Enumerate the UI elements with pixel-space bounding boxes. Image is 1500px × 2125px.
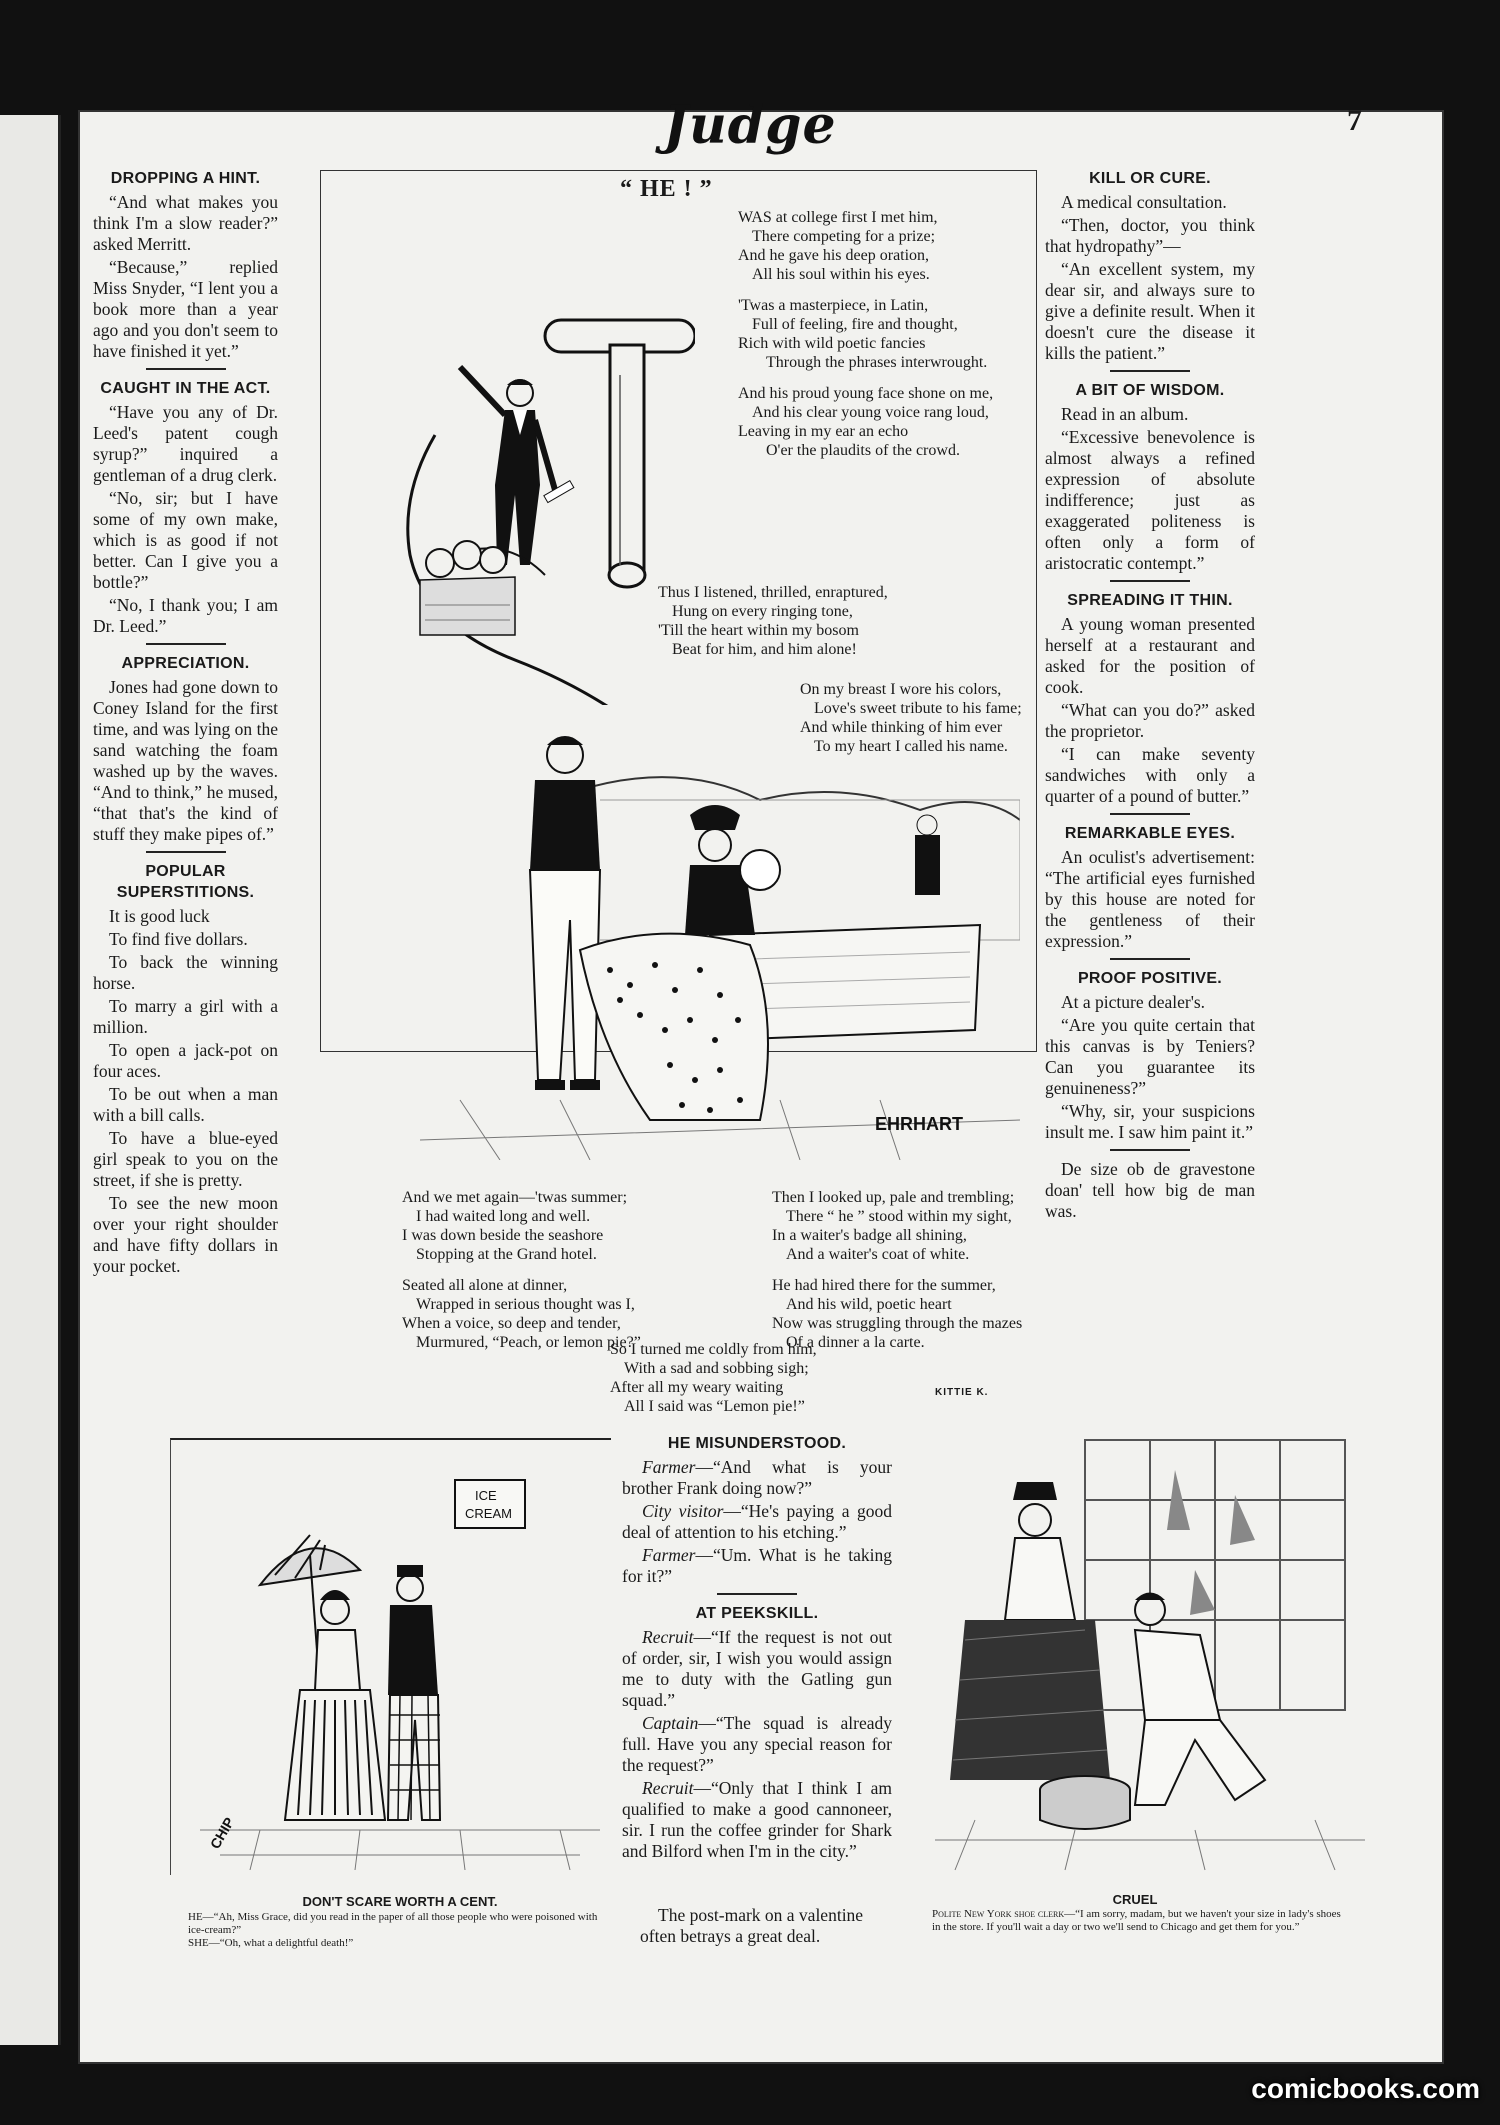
valentine-paragraph: The post-mark on a valentine often betrays a great deal.: [640, 1905, 864, 1946]
cartoon-left-line-she: SHE—“Oh, what a delightful death!”: [188, 1937, 354, 1949]
section-title: APPRECIATION.: [121, 655, 250, 672]
section-paragraph: “Then, doctor, you think that hydropathy”—: [1045, 215, 1255, 256]
section-paragraph: “An excellent system, my dear sir, and always sure to give a definite result. When it doesn't cure the disease it kills the patient.”: [1045, 259, 1255, 363]
poem-line: I had waited long and well.: [416, 1208, 591, 1225]
poem-line: In a waiter's badge all shining,: [772, 1227, 967, 1244]
restaurant-artist-signature: EHRHART: [875, 1114, 963, 1134]
poem-stanza: [610, 1340, 817, 1416]
restaurant-illustration: [420, 720, 1020, 1160]
section-paragraph: To be out when a man with a bill calls.: [93, 1084, 278, 1125]
poem-line: He had hired there for the summer,: [772, 1277, 996, 1294]
section-divider: [1110, 370, 1190, 372]
chip-signature: CHIP: [206, 1814, 238, 1852]
poem-stanza: [402, 1276, 641, 1352]
poem-line: Stopping at the Grand hotel.: [416, 1246, 597, 1263]
poem-lower-right: [772, 1188, 1022, 1364]
poem-line: Hung on every ringing tone,: [672, 603, 853, 620]
section-title: A BIT OF WISDOM.: [1075, 382, 1225, 399]
section-paragraph: An oculist's advertisement: “The artificial eyes furnished by this house are noted for the gentleness of their expression.”: [1045, 847, 1255, 951]
dialogue-speaker: Farmer: [642, 1545, 696, 1565]
poem-line: There “ he ” stood within my sight,: [786, 1208, 1012, 1225]
bottom-middle-column: [622, 1433, 892, 1864]
section-paragraph: “No, sir; but I have some of my own make, which is as good if not better. Can I give you a bottle?”: [93, 488, 278, 592]
dialogue-text: —“Only that I think I am qualified to make a good cannoneer, sir. I run the coffee grinder for Shark and Bilford when I'm in the city.”: [622, 1778, 892, 1861]
poem-line: O'er the plaudits of the crowd.: [766, 442, 960, 459]
poem-stanza: [402, 1188, 641, 1264]
poem-line: Beat for him, and him alone!: [672, 641, 857, 658]
section-paragraph: To find five dollars.: [109, 929, 248, 949]
poem-line: 'Till the heart within my bosom: [658, 622, 859, 639]
poem-lower-left: [402, 1188, 641, 1364]
section-divider: [717, 1593, 797, 1595]
section-paragraph: “Have you any of Dr. Leed's patent cough syrup?” inquired a gentleman of a drug clerk.: [93, 402, 278, 485]
poem-stanza: [738, 384, 993, 460]
ice-cream-sign-line1: ICE: [475, 1488, 497, 1503]
poem-line: Rich with wild poetic fancies: [738, 335, 926, 352]
poem-line: And his wild, poetic heart: [786, 1296, 952, 1313]
left-column: [93, 168, 278, 1279]
section-paragraph: “Because,” replied Miss Snyder, “I lent you a book more than a year ago and you don't seem to have finished it yet.”: [93, 257, 278, 361]
dialogue-text: —“And what is your brother Frank doing now?”: [622, 1457, 892, 1498]
poem-stanza: [738, 296, 993, 372]
section-paragraph: “What can you do?” asked the proprietor.: [1045, 700, 1255, 741]
poem-line: When a voice, so deep and tender,: [402, 1315, 621, 1332]
dialogue-speaker: City visitor: [642, 1501, 724, 1521]
shoe-store-cartoon: [935, 1420, 1365, 1880]
poem-line: Seated all alone at dinner,: [402, 1277, 568, 1294]
cartoon-left-title: DON'T SCARE WORTH A CENT.: [302, 1894, 498, 1909]
section-paragraph: Jones had gone down to Coney Island for the first time, and was lying on the sand watching the foam washed up by the waves. “And to think,” he mused, “that that's the kind of stuff they make pipes of.”: [93, 677, 278, 844]
poem-line: And while thinking of him ever: [800, 719, 1003, 736]
poem-line: And he gave his deep oration,: [738, 247, 930, 264]
poem-stanza: [738, 208, 993, 284]
poem-line: With a sad and sobbing sigh;: [624, 1360, 809, 1377]
dialogue-text: —“If the request is not out of order, sir, I wish you would assign me to duty with the Gatling gun squad.”: [622, 1627, 892, 1710]
section-divider: [146, 851, 226, 853]
dialogue-paragraph: [622, 1501, 892, 1543]
cartoon-left-line-he: HE—“Ah, Miss Grace, did you read in the paper of all those people who were poisoned with ice-cream?”: [188, 1911, 598, 1936]
section-paragraph: At a picture dealer's.: [1061, 992, 1206, 1012]
poem-line: Full of feeling, fire and thought,: [752, 316, 958, 333]
poem-line: And his clear young voice rang loud,: [752, 404, 989, 421]
section-divider: [1110, 958, 1190, 960]
poem-line: All his soul within his eyes.: [752, 266, 930, 283]
section-divider: [1110, 1149, 1190, 1151]
section-title: DROPPING A HINT.: [110, 170, 261, 187]
section-divider: [1110, 813, 1190, 815]
section-paragraph: Read in an album.: [1061, 404, 1189, 424]
section-title: CAUGHT IN THE ACT.: [100, 380, 271, 397]
poem-line: To my heart I called his name.: [814, 738, 1008, 755]
dialogue-speaker: Recruit: [642, 1627, 694, 1647]
section-paragraph: It is good luck: [109, 906, 210, 926]
section-paragraph: To open a jack-pot on four aces.: [93, 1040, 278, 1081]
section-divider: [1110, 580, 1190, 582]
section-paragraph: “No, I thank you; I am Dr. Leed.”: [93, 595, 278, 636]
poem-line: On my breast I wore his colors,: [800, 681, 1002, 698]
dialogue-speaker: Recruit: [642, 1778, 694, 1798]
section-divider: [146, 643, 226, 645]
poem-line: Wrapped in serious thought was I,: [416, 1296, 635, 1313]
orator-illustration: [395, 315, 695, 705]
section-paragraph: “Are you quite certain that this canvas is by Teniers? Can you guarantee its genuineness?”: [1045, 1015, 1255, 1098]
cartoon-right-title: CRUEL: [1112, 1892, 1158, 1907]
dialogue-paragraph: [622, 1778, 892, 1862]
ice-cream-sign-line2: CREAM: [465, 1506, 512, 1521]
section-title: KILL OR CURE.: [1089, 170, 1211, 187]
poem-author: KITTIE K.: [935, 1387, 989, 1398]
poem-line: And a waiter's coat of white.: [786, 1246, 970, 1263]
cartoon-left-caption: [188, 1911, 608, 1950]
section-paragraph: A medical consultation.: [1061, 192, 1227, 212]
poem-line: Thus I listened, thrilled, enraptured,: [658, 584, 888, 601]
section-paragraph: “I can make seventy sandwiches with only a quarter of a pound of butter.”: [1045, 744, 1255, 806]
poem-line: There competing for a prize;: [752, 228, 936, 245]
section-title: AT PEEKSKILL.: [695, 1605, 819, 1622]
section-paragraph: A young woman presented herself at a restaurant and asked for the position of cook.: [1045, 614, 1255, 697]
poem-upper: [738, 208, 993, 472]
poem-line: Through the phrases interwrought.: [766, 354, 988, 371]
section-divider: [146, 368, 226, 370]
poem-line: And his proud young face shone on me,: [738, 385, 994, 402]
poem-final-stanza: [610, 1340, 817, 1428]
dialogue-text: —“Um. What is he taking for it?”: [622, 1545, 892, 1586]
poem-line: Leaving in my ear an echo: [738, 423, 909, 440]
poem-line: Of a dinner a la carte.: [786, 1334, 925, 1351]
poem-line: WAS at college first I met him,: [738, 209, 938, 226]
dialogue-paragraph: [622, 1457, 892, 1499]
cartoon-right-caption-text: —“I am sorry, madam, but we haven't your size in lady's shoes in the store. If you'll wait a day or two we'll send to Chicago and get them for you.”: [932, 1908, 1341, 1933]
poem-line: Love's sweet tribute to his fame;: [814, 700, 1022, 717]
poem-stanza: [772, 1188, 1022, 1264]
poem-line: Murmured, “Peach, or lemon pie?”: [416, 1334, 641, 1351]
dialogue-paragraph: [622, 1713, 892, 1776]
dialogue-speaker: Captain: [642, 1713, 699, 1733]
section-title: PROOF POSITIVE.: [1077, 970, 1223, 987]
dialogue-text: —“The squad is already full. Have you any special reason for the request?”: [622, 1713, 892, 1775]
section-paragraph: To see the new moon over your right shoulder and have fifty dollars in your pocket.: [93, 1193, 278, 1276]
section-paragraph: To marry a girl with a million.: [93, 996, 278, 1037]
section-paragraph: To have a blue-eyed girl speak to you on the street, if she is pretty.: [93, 1128, 278, 1190]
dialogue-text: —“He's paying a good deal of attention to his etching.”: [622, 1501, 892, 1542]
dialogue-paragraph: [622, 1627, 892, 1711]
poem-line: And we met again—'twas summer;: [402, 1189, 628, 1206]
section-title: POPULAR SUPERSTITIONS.: [116, 863, 255, 901]
poem-line: Now was struggling through the mazes: [772, 1315, 1023, 1332]
dialogue-paragraph: [622, 1545, 892, 1587]
poem-line: 'Twas a masterpiece, in Latin,: [738, 297, 929, 314]
section-title: HE MISUNDERSTOOD.: [667, 1435, 847, 1452]
section-paragraph: De size ob de gravestone doan' tell how big de man was.: [1045, 1159, 1255, 1221]
section-paragraph: “And what makes you think I'm a slow reader?” asked Merritt.: [93, 192, 278, 254]
poem-line: All I said was “Lemon pie!”: [624, 1398, 805, 1415]
masthead-title: Judge: [663, 95, 837, 156]
section-title: SPREADING IT THIN.: [1067, 592, 1233, 609]
ice-cream-cartoon: [200, 1460, 600, 1870]
section-title: REMARKABLE EYES.: [1064, 825, 1236, 842]
poem-title: “ HE ! ”: [620, 176, 713, 202]
facing-page-edge: [0, 115, 61, 2045]
section-paragraph: To back the winning horse.: [93, 952, 278, 993]
page-number: 7: [1347, 104, 1362, 137]
watermark-text: comicbooks.com: [1251, 2073, 1480, 2104]
section-paragraph: “Why, sir, your suspicions insult me. I saw him paint it.”: [1045, 1101, 1255, 1142]
right-column: [1045, 168, 1255, 1224]
poem-line: After all my weary waiting: [610, 1379, 784, 1396]
poem-line: Then I looked up, pale and trembling;: [772, 1189, 1015, 1206]
poem-line: I was down beside the seashore: [402, 1227, 604, 1244]
dialogue-speaker: Farmer: [642, 1457, 696, 1477]
cartoon-right-caption: [932, 1908, 1352, 1934]
cartoon-right-caption-lead: Polite New York shoe clerk: [932, 1908, 1065, 1920]
poem-line: So I turned me coldly from him,: [610, 1341, 817, 1358]
section-paragraph: “Excessive benevolence is almost always a refined expression of absolute indifference; just as exaggerated politeness is often only a form of aristocratic contempt.”: [1045, 427, 1255, 573]
